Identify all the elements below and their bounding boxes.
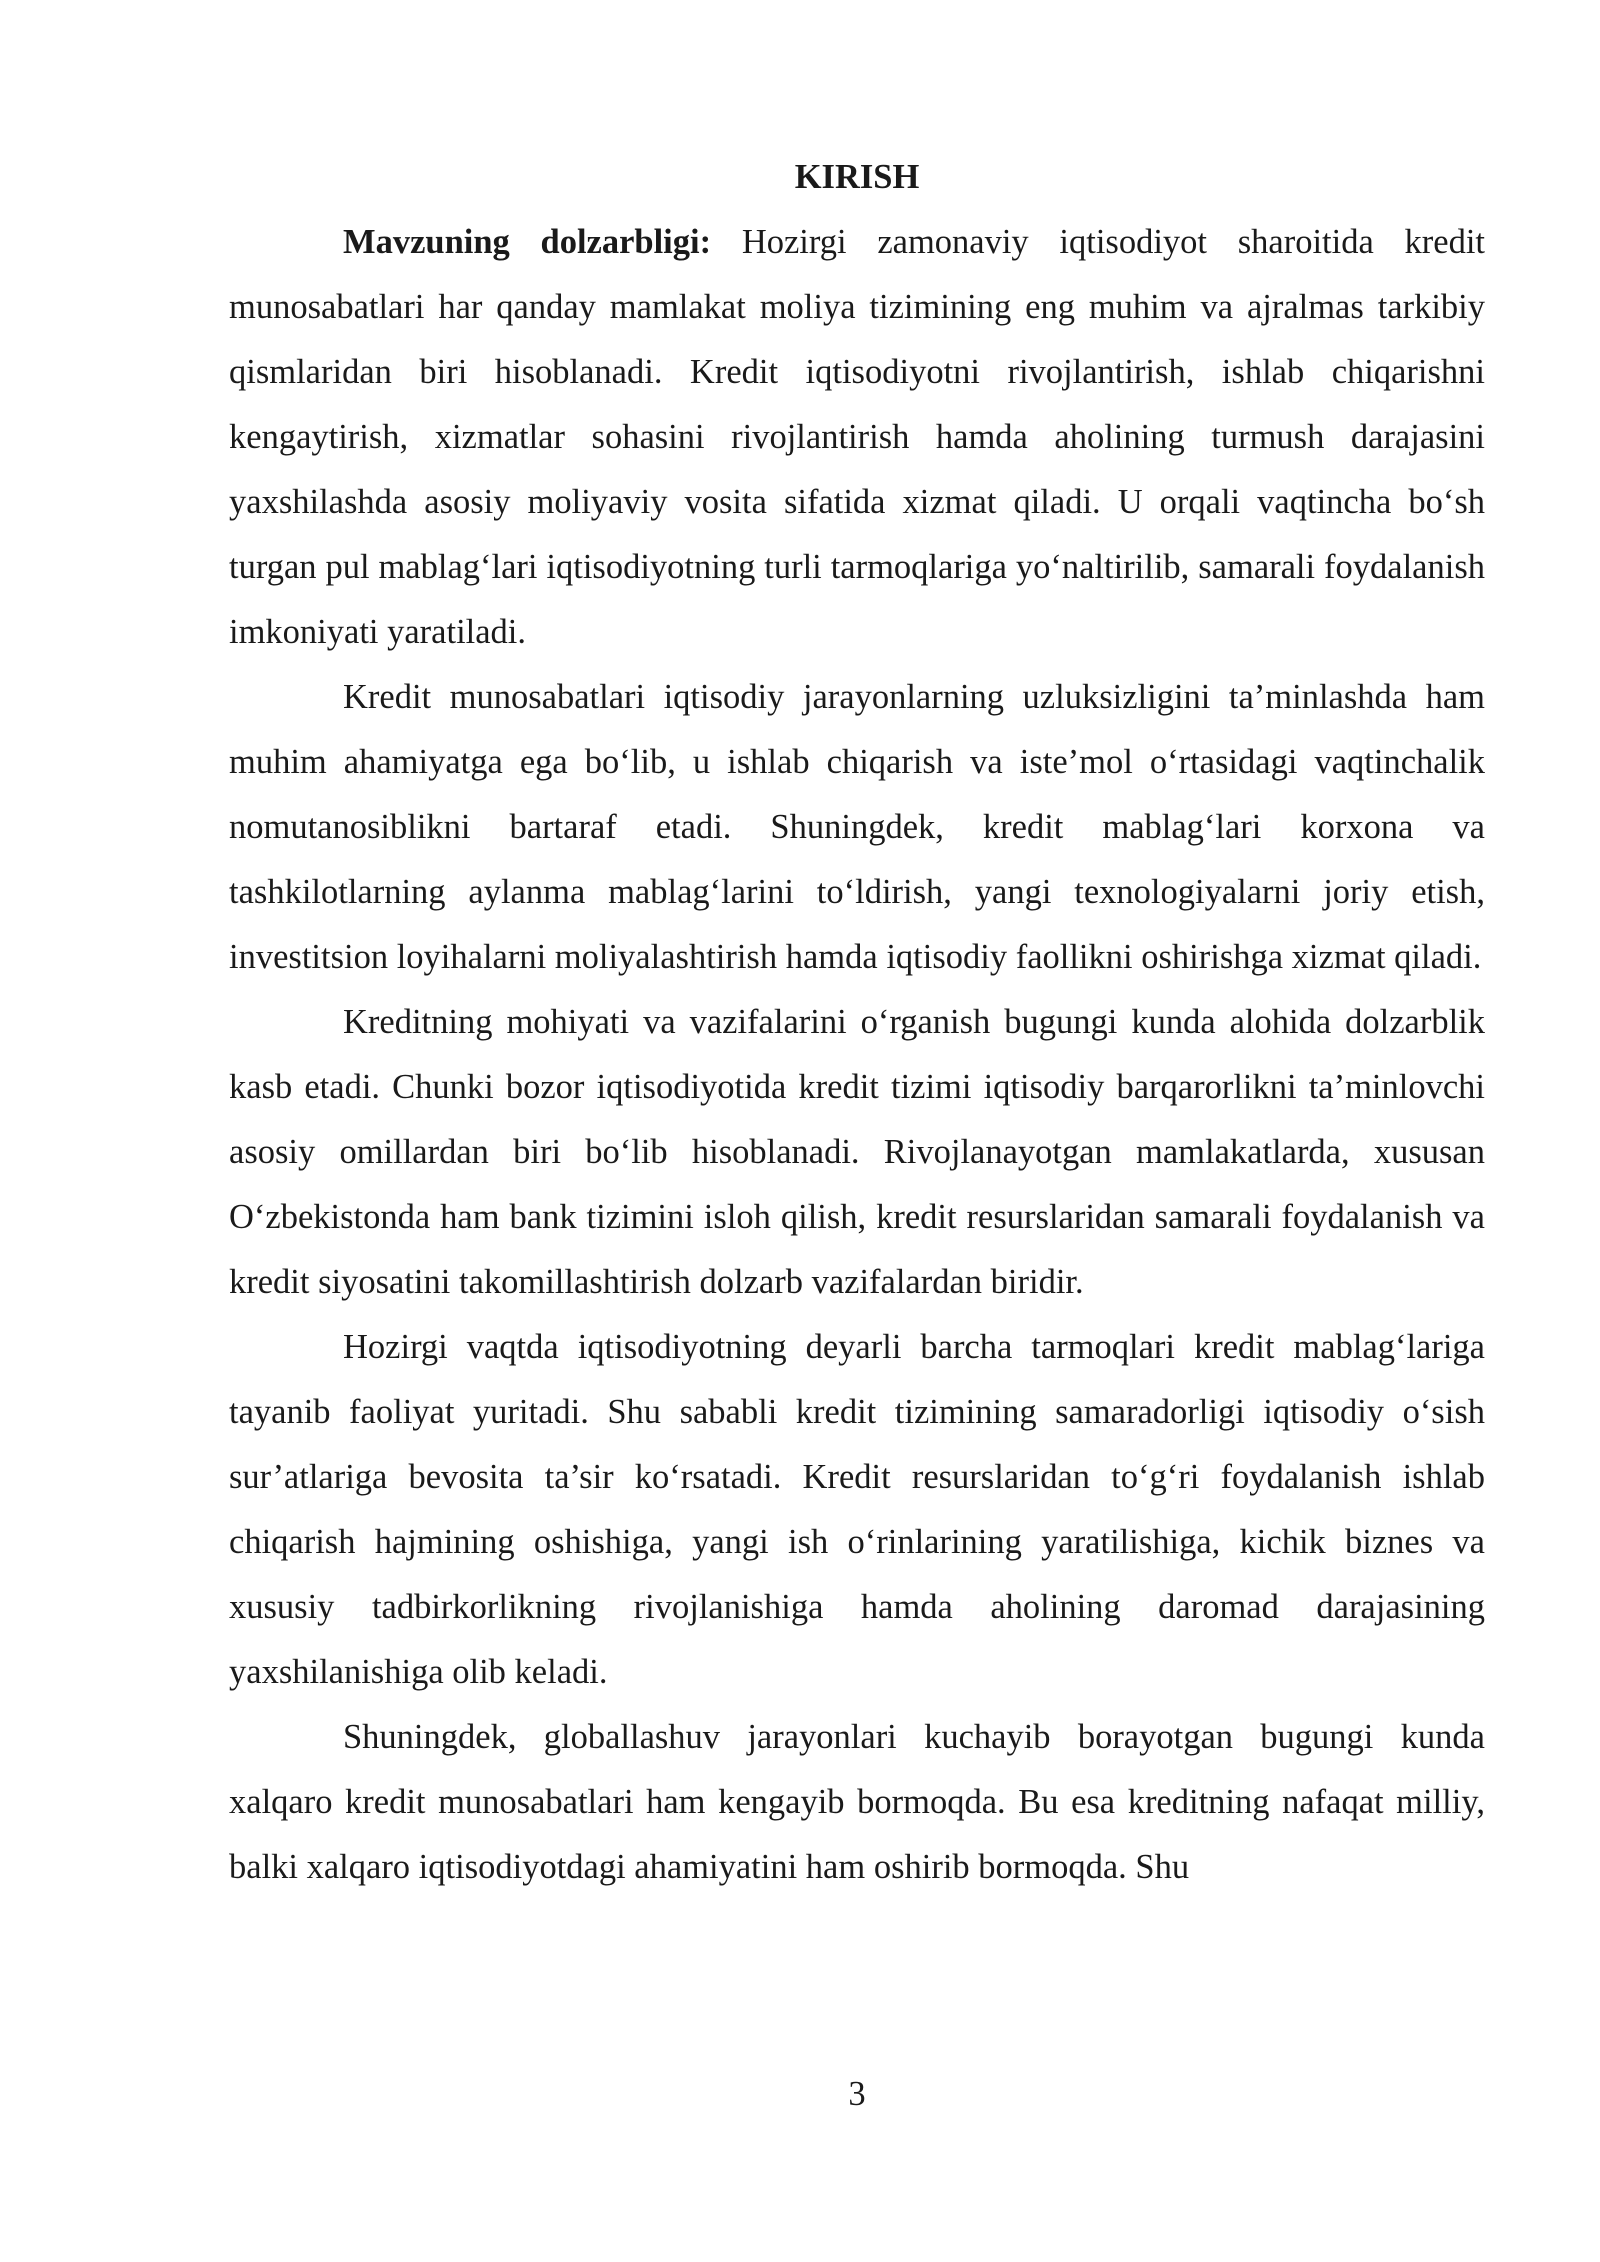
paragraph-5: Shuningdek, globallashuv jarayonlari kuchayib borayotgan bugungi kunda xalqaro kredit munosabatlari ham kengayib bormoqda. Bu esa kreditning nafaqat milliy, balki xalqaro iqtisodiyotdagi ahamiyatini ham oshirib bormoqda. Shu xyxy=(229,1718,1485,1886)
page-number: 3 xyxy=(848,2075,866,2113)
paragraph-3: Kreditning mohiyati va vazifalarini o‘rganish bugungi kunda alohida dolzarblik kasb etadi. Chunki bozor iqtisodiyotida kredit tizimi iqtisodiy barqarorlikni ta’minlovchi asosiy omillardan biri bo‘lib hisoblanadi. Rivojlanayotgan mamlakatlarda, xususan O‘zbekistonda ham bank tizimini isloh qilish, kredit resurslaridan samarali foydalanish va kredit siyosatini takomillashtirish dolzarb vazifalardan biridir. xyxy=(229,1003,1485,1301)
paragraph-lead: Mavzuning dolzarbligi: xyxy=(343,223,712,261)
page-content xyxy=(229,145,1485,1900)
paragraph-text: Hozirgi zamonaviy iqtisodiyot sharoitida kredit munosabatlari har qanday mamlakat moliya tizimining eng muhim va ajralmas tarkibiy qismlaridan biri hisoblanadi. Kredit iqtisodiyotni rivojlantirish, ishlab chiqarishni kengaytirish, xizmatlar sohasini rivojlantirish hamda aholining turmush darajasini yaxshilashda asosiy moliyaviy vosita sifatida xizmat qiladi. U orqali vaqtincha bo‘sh turgan pul mablag‘lari iqtisodiyotning turli tarmoqlariga yo‘naltirilib, samarali foydalanish imkoniyati yaratiladi. xyxy=(229,223,1485,651)
paragraph-2: Kredit munosabatlari iqtisodiy jarayonlarning uzluksizligini ta’minlashda ham muhim ahamiyatga ega bo‘lib, u ishlab chiqarish va iste’mol o‘rtasidagi vaqtinchalik nomutanosiblikni bartaraf etadi. Shuningdek, kredit mablag‘lari korxona va tashkilotlarning aylanma mablag‘larini to‘ldirish, yangi texnologiyalarni joriy etish, investitsion loyihalarni moliyalashtirish hamda iqtisodiy faollikni oshirishga xizmat qiladi. xyxy=(229,678,1485,976)
section-heading: KIRISH xyxy=(794,158,920,196)
paragraph-4: Hozirgi vaqtda iqtisodiyotning deyarli barcha tarmoqlari kredit mablag‘lariga tayanib faoliyat yuritadi. Shu sababli kredit tizimining samaradorligi iqtisodiy o‘sish sur’atlariga bevosita ta’sir ko‘rsatadi. Kredit resurslaridan to‘g‘ri foydalanish ishlab chiqarish hajmining oshishiga, yangi ish o‘rinlarining yaratilishiga, kichik biznes va xususiy tadbirkorlikning rivojlanishiga hamda aholining daromad darajasining yaxshilanishiga olib keladi. xyxy=(229,1328,1485,1691)
paragraph-1 xyxy=(229,210,1485,665)
